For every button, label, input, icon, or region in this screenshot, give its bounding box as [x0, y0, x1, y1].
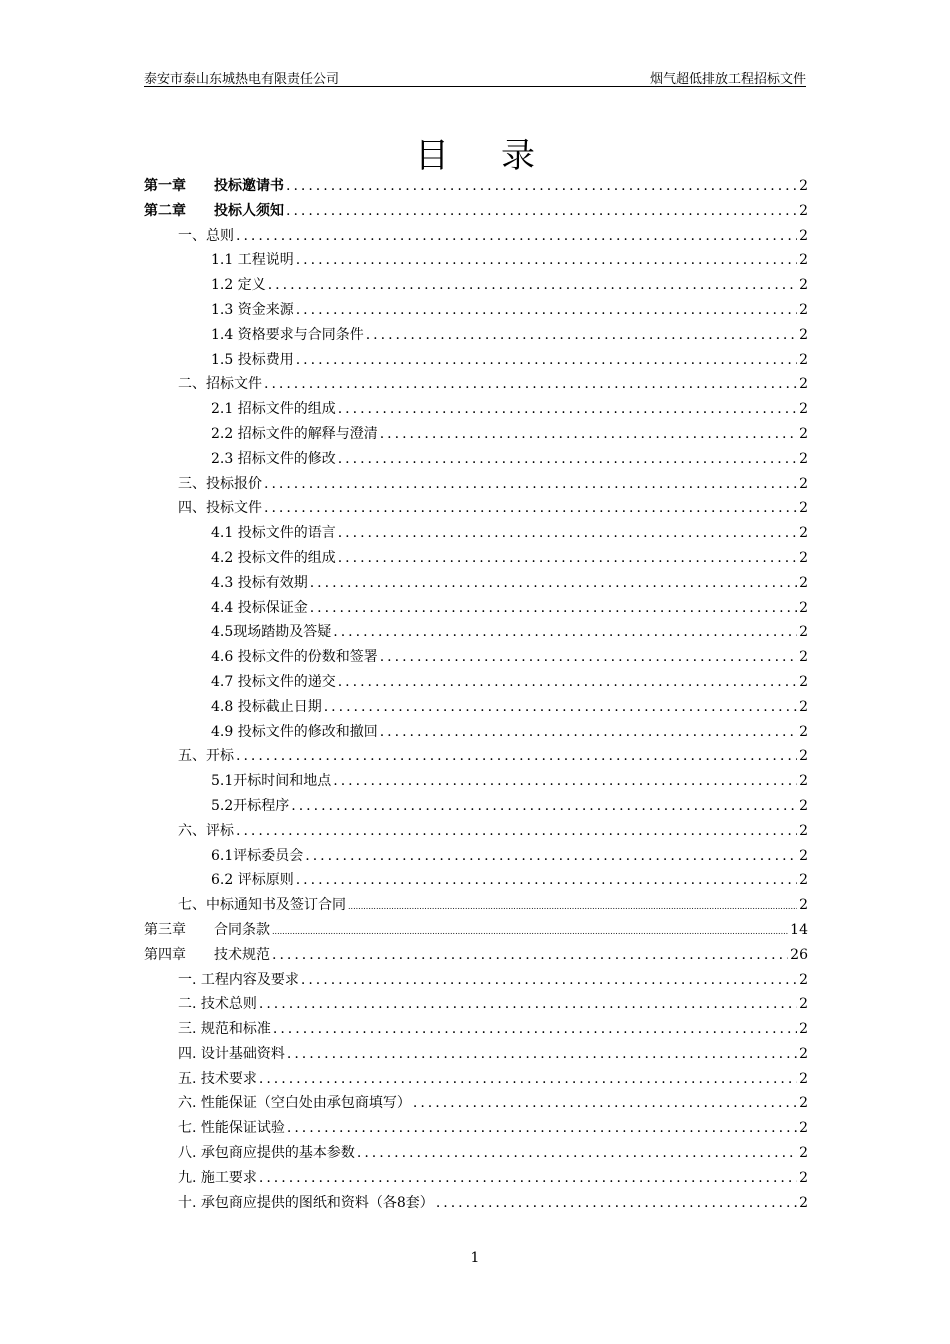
toc-entry-page: 2 [799, 178, 808, 194]
toc-entry-title: 四. 设计基础资料 [178, 1045, 285, 1062]
toc-entry[interactable] [144, 820, 808, 845]
toc-entry-page: 2 [799, 847, 808, 864]
toc-entry-title: 4.8 投标截止日期 [211, 698, 322, 715]
toc-entry-page: 2 [799, 1169, 808, 1186]
toc-entry-title: 四、投标文件 [178, 500, 262, 517]
toc-leader-dots [272, 927, 788, 936]
toc-leader-dots [324, 699, 797, 715]
toc-leader-dots [413, 1095, 797, 1111]
toc-entry-title: 4.7 投标文件的递交 [211, 673, 336, 690]
toc-leader-dots [366, 327, 797, 343]
toc-entry[interactable] [144, 423, 808, 448]
toc-entry[interactable] [144, 572, 808, 597]
toc-entry[interactable] [144, 1117, 808, 1142]
toc-entry-page: 2 [799, 277, 808, 294]
toc-entry[interactable] [144, 845, 808, 870]
toc-entry-page: 2 [799, 1045, 808, 1062]
toc-leader-dots [259, 996, 797, 1012]
toc-leader-dots [236, 748, 797, 764]
toc-entry[interactable] [144, 745, 808, 770]
toc-leader-dots [357, 1145, 797, 1161]
toc-entry-title: 第二章 投标人须知 [144, 202, 284, 219]
toc-entry-page: 2 [799, 1120, 808, 1137]
toc-entry-title: 2.2 招标文件的解释与澄清 [211, 425, 378, 442]
header-document-title: 烟气超低排放工程招标文件 [649, 72, 806, 87]
toc-entry[interactable] [144, 919, 808, 944]
toc-entry-title: 1.3 资金来源 [211, 301, 294, 318]
toc-leader-dots [264, 376, 797, 392]
toc-leader-dots [436, 1195, 797, 1211]
toc-entry-page: 2 [799, 897, 808, 914]
toc-leader-dots [272, 947, 788, 963]
toc-entry[interactable] [144, 200, 808, 225]
toc-entry-title: 4.9 投标文件的修改和撤回 [211, 723, 378, 740]
toc-entry-page: 2 [799, 376, 808, 393]
toc-entry[interactable] [144, 646, 808, 671]
toc-entry-page: 2 [799, 748, 808, 765]
toc-entry[interactable] [144, 944, 808, 969]
toc-entry[interactable] [144, 1092, 808, 1117]
toc-entry-title: 4.3 投标有效期 [211, 574, 308, 591]
toc-entry[interactable] [144, 621, 808, 646]
toc-entry-page: 2 [799, 549, 808, 566]
toc-entry-title: 1.5 投标费用 [211, 351, 294, 368]
toc-leader-dots [333, 624, 797, 640]
toc-entry-page: 2 [799, 996, 808, 1013]
toc-entry-title: 5.1开标时间和地点 [211, 773, 332, 790]
toc-entry-title: 一. 工程内容及要求 [178, 971, 299, 988]
toc-leader-dots [310, 600, 797, 616]
toc-leader-dots [338, 550, 797, 566]
toc-entry-page: 2 [799, 649, 808, 666]
toc-leader-dots [348, 902, 797, 911]
page-header [144, 68, 806, 87]
toc-entry-title: 4.1 投标文件的语言 [211, 525, 336, 542]
toc-entry[interactable] [144, 993, 808, 1018]
toc-entry[interactable] [144, 249, 808, 274]
toc-leader-dots [296, 252, 797, 268]
toc-entry[interactable] [144, 894, 808, 919]
toc-entry-page: 2 [799, 500, 808, 517]
toc-entry-page: 2 [799, 525, 808, 542]
toc-entry[interactable] [144, 448, 808, 473]
toc-leader-dots [268, 277, 797, 293]
toc-entry-page: 2 [799, 1021, 808, 1038]
toc-entry-page: 2 [799, 252, 808, 269]
toc-leader-dots [338, 401, 797, 417]
toc-entry-page: 2 [799, 822, 808, 839]
toc-entry-page: 2 [799, 301, 808, 318]
toc-entry-page: 2 [799, 574, 808, 591]
toc-leader-dots [264, 500, 797, 516]
toc-entry-title: 第一章 投标邀请书 [144, 178, 284, 194]
toc-entry-page: 2 [799, 326, 808, 343]
toc-leader-dots [338, 451, 797, 467]
toc-entry[interactable] [144, 299, 808, 324]
toc-entry-page: 2 [799, 599, 808, 616]
toc-entry-title: 4.6 投标文件的份数和签署 [211, 649, 378, 666]
toc-entry[interactable] [144, 398, 808, 423]
toc-leader-dots [286, 178, 797, 194]
toc-leader-dots [301, 972, 797, 988]
toc-entry-page: 2 [799, 1145, 808, 1162]
toc-entry-title: 六、评标 [178, 822, 234, 839]
toc-entry-title: 九. 施工要求 [178, 1169, 257, 1186]
toc-entry[interactable] [144, 795, 808, 820]
toc-entry-title: 一、总则 [178, 227, 234, 244]
toc-entry[interactable] [144, 671, 808, 696]
toc-entry-title: 五、开标 [178, 748, 234, 765]
toc-leader-dots [236, 228, 797, 244]
toc-entry-page: 2 [799, 1194, 808, 1211]
toc-leader-dots [333, 773, 797, 789]
toc-entry-page: 2 [799, 971, 808, 988]
toc-leader-dots [305, 848, 797, 864]
toc-entry-page: 2 [799, 401, 808, 418]
toc-leader-dots [264, 476, 797, 492]
toc-entry[interactable] [144, 597, 808, 622]
toc-entry-page: 2 [799, 624, 808, 641]
toc-entry-title: 十. 承包商应提供的图纸和资料（各8套） [178, 1194, 434, 1211]
toc-entry[interactable] [144, 1192, 808, 1217]
toc-entry-page: 2 [799, 723, 808, 740]
toc-leader-dots [310, 575, 797, 591]
toc-entry[interactable] [144, 274, 808, 299]
toc-entry-title: 八. 承包商应提供的基本参数 [178, 1145, 355, 1162]
toc-entry-title: 2.1 招标文件的组成 [211, 401, 336, 418]
toc-leader-dots [380, 426, 797, 442]
toc-leader-dots [287, 1120, 797, 1136]
toc-leader-dots [380, 724, 797, 740]
page-number: 1 [470, 1250, 480, 1266]
toc-entry[interactable] [144, 969, 808, 994]
toc-leader-dots [259, 1170, 797, 1186]
toc-entry[interactable] [144, 522, 808, 547]
toc-entry[interactable] [144, 373, 808, 398]
toc-entry-page: 2 [799, 872, 808, 889]
toc-entry-title: 6.2 评标原则 [211, 872, 294, 889]
header-company: 泰安市泰山东城热电有限责任公司 [144, 72, 340, 87]
toc-entry-page: 2 [799, 673, 808, 690]
toc-entry-title: 七. 性能保证试验 [178, 1120, 285, 1137]
toc-entry[interactable] [144, 1142, 808, 1167]
toc-entry-page: 2 [799, 797, 808, 814]
toc-entry-page: 26 [790, 946, 808, 963]
toc-entry-title: 2.3 招标文件的修改 [211, 450, 336, 467]
toc-entry-page: 2 [799, 227, 808, 244]
toc-entry-page: 2 [799, 475, 808, 492]
toc-entry-page: 2 [799, 1095, 808, 1112]
toc-entry-page: 2 [799, 773, 808, 790]
toc-entry-title: 4.4 投标保证金 [211, 599, 308, 616]
toc-entry-title: 七、中标通知书及签订合同 [178, 897, 346, 914]
toc-entry[interactable] [144, 349, 808, 374]
toc-leader-dots [380, 649, 797, 665]
toc-entry[interactable] [144, 225, 808, 250]
toc-entry-title: 1.4 资格要求与合同条件 [211, 326, 364, 343]
toc-entry-page: 2 [799, 450, 808, 467]
toc-entry-page: 14 [790, 921, 808, 938]
toc-entry-title: 1.2 定义 [211, 277, 266, 294]
toc-title: 目录 [415, 136, 587, 176]
toc-entry[interactable] [144, 721, 808, 746]
toc-entry-title: 5.2开标程序 [211, 797, 290, 814]
table-of-contents [144, 175, 808, 1216]
toc-entry-page: 2 [799, 425, 808, 442]
toc-leader-dots [287, 1046, 797, 1062]
toc-entry-title: 二. 技术总则 [178, 996, 257, 1013]
toc-entry[interactable] [144, 324, 808, 349]
toc-entry-title: 三. 规范和标准 [178, 1021, 271, 1038]
toc-entry-title: 6.1评标委员会 [211, 847, 304, 864]
toc-leader-dots [236, 823, 797, 839]
toc-entry-title: 二、招标文件 [178, 376, 262, 393]
toc-entry[interactable] [144, 770, 808, 795]
toc-leader-dots [296, 302, 797, 318]
toc-leader-dots [291, 798, 797, 814]
toc-entry[interactable] [144, 473, 808, 498]
toc-entry-title: 五. 技术要求 [178, 1070, 257, 1087]
toc-entry-page: 2 [799, 202, 808, 219]
toc-entry[interactable] [144, 497, 808, 522]
toc-entry-page: 2 [799, 698, 808, 715]
toc-entry[interactable] [144, 1167, 808, 1192]
toc-entry-title: 三、投标报价 [178, 475, 262, 492]
toc-leader-dots [259, 1071, 797, 1087]
toc-leader-dots [296, 872, 797, 888]
toc-leader-dots [338, 525, 797, 541]
toc-leader-dots [296, 352, 797, 368]
toc-entry[interactable] [144, 547, 808, 572]
toc-entry[interactable] [144, 1018, 808, 1043]
toc-entry-title: 4.2 投标文件的组成 [211, 549, 336, 566]
toc-leader-dots [338, 674, 797, 690]
toc-entry[interactable] [144, 696, 808, 721]
toc-entry[interactable] [144, 175, 808, 200]
toc-entry-title: 第三章 合同条款 [144, 921, 270, 938]
toc-entry-page: 2 [799, 351, 808, 368]
toc-leader-dots [273, 1021, 797, 1037]
toc-entry-title: 1.1 工程说明 [211, 252, 294, 269]
toc-entry-page: 2 [799, 1070, 808, 1087]
toc-leader-dots [286, 203, 797, 219]
toc-entry[interactable] [144, 869, 808, 894]
toc-entry[interactable] [144, 1043, 808, 1068]
toc-entry[interactable] [144, 1068, 808, 1093]
toc-entry-title: 4.5现场踏勘及答疑 [211, 624, 332, 641]
toc-entry-title: 第四章 技术规范 [144, 946, 270, 963]
toc-entry-title: 六. 性能保证（空白处由承包商填写） [178, 1095, 411, 1112]
